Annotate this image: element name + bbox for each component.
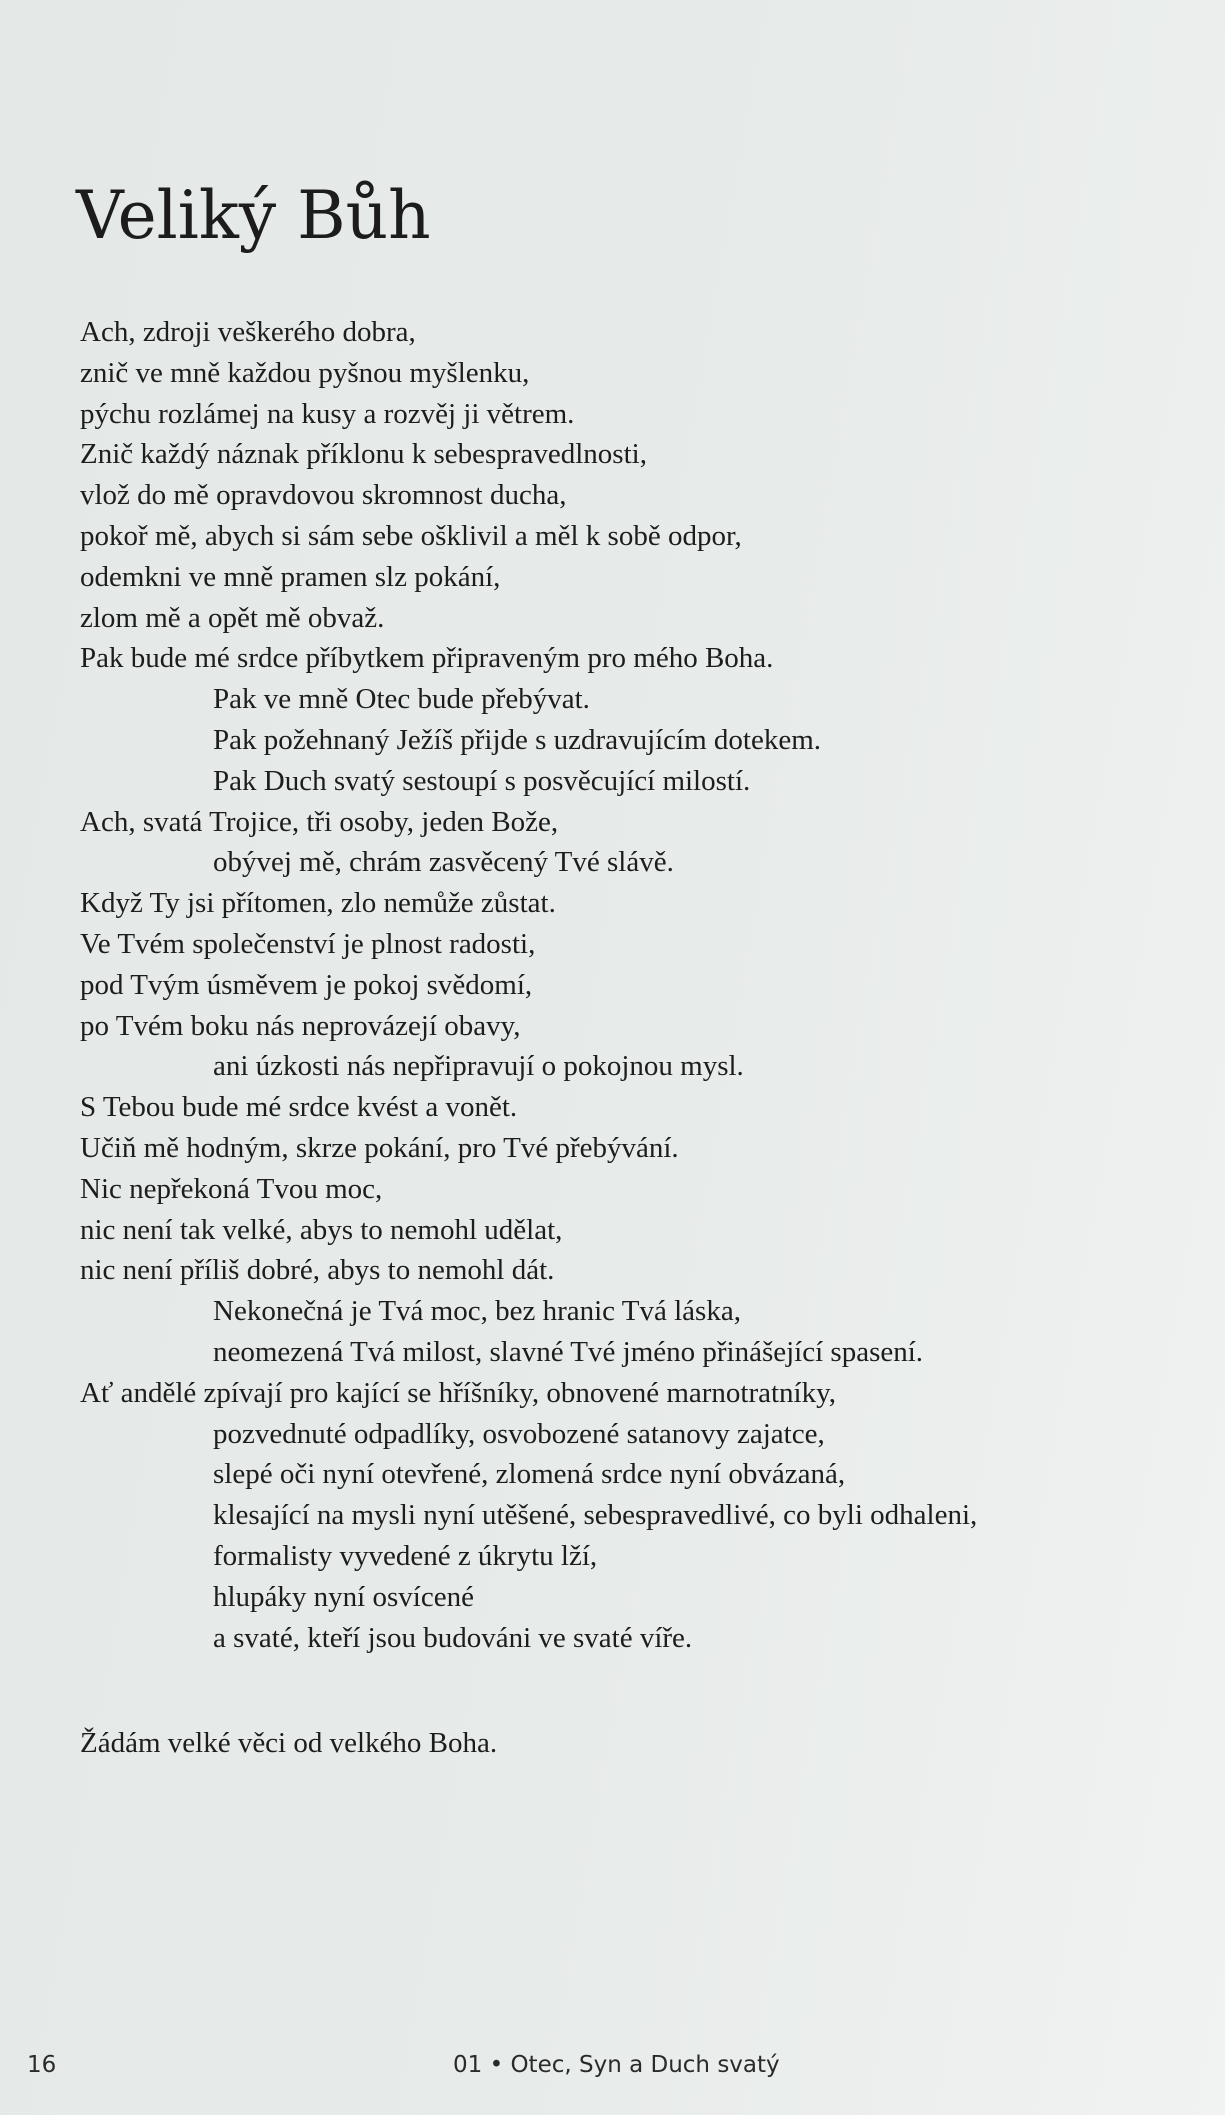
poem-line: pozvednuté odpadlíky, osvobozené satanovy zajatce, [213,1417,825,1450]
poem-line: Ach, zdroji veškerého dobra, [80,316,416,348]
poem-line: Nekonečná je Tvá moc, bez hranic Tvá láska, [213,1295,741,1328]
poem-line: formalisty vyvedené z úkrytu lží, [213,1539,598,1572]
poem-line: a svaté, kteří jsou budováni ve svaté víře. [213,1621,693,1654]
poem-line: klesající na mysli nyní utěšené, sebespravedlivé, co byli odhaleni, [213,1499,978,1532]
poem-line: Znič každý náznak příklonu k sebespravedlnosti, [80,438,647,471]
poem-line: ani úzkosti nás nepřipravují o pokojnou mysl. [213,1050,744,1083]
poem-line: Učiň mě hodným, skrze pokání, pro Tvé přebývání. [80,1131,679,1164]
poem-body [80,312,1200,1658]
poem-line: Ať andělé zpívají pro kající se hříšníky, obnovené marnotratníky, [80,1376,836,1409]
poem-closing-line: Žádám velké věci od velkého Boha. [80,1727,498,1759]
running-footer: 01 • Otec, Syn a Duch svatý [453,2052,780,2078]
poem-line: pokoř mě, abych si sám sebe ošklivil a měl k sobě odpor, [80,519,742,552]
page-title: Veliký Bůh [76,177,431,254]
poem-line: zlom mě a opět mě obvaž. [80,601,385,634]
poem-line: Pak požehnaný Ježíš přijde s uzdravujícím dotekem. [213,723,822,756]
poem-line: Pak Duch svatý sestoupí s posvěcující milostí. [213,764,751,797]
poem-line: obývej mě, chrám zasvěcený Tvé slávě. [213,846,674,879]
poem-line: pod Tvým úsměvem je pokoj svědomí, [80,968,533,1001]
poem-line: nic není příliš dobré, abys to nemohl dát. [80,1254,555,1287]
poem-line: neomezená Tvá milost, slavné Tvé jméno přinášející spasení. [213,1335,924,1368]
poem-line: Ve Tvém společenství je plnost radosti, [80,927,536,960]
poem-line: pýchu rozlámej na kusy a rozvěj ji větrem. [80,397,575,430]
poem-line: slepé oči nyní otevřené, zlomená srdce nyní obvázaná, [213,1458,846,1491]
poem-line: hlupáky nyní osvícené [213,1580,474,1613]
poem-line: Nic nepřekoná Tvou moc, [80,1172,383,1205]
poem-line: vlož do mě opravdovou skromnost ducha, [80,479,567,512]
poem-line: po Tvém boku nás neprovázejí obavy, [80,1009,521,1042]
poem-line: Ach, svatá Trojice, tři osoby, jeden Bože, [80,805,559,838]
poem-line: Když Ty jsi přítomen, zlo nemůže zůstat. [80,887,556,920]
poem-line: S Tebou bude mé srdce kvést a vonět. [80,1091,518,1124]
poem-line: Pak bude mé srdce příbytkem připraveným pro mého Boha. [80,642,774,675]
poem-line: znič ve mně každou pyšnou myšlenku, [80,356,530,389]
page-number: 16 [27,2052,57,2078]
poem-line: nic není tak velké, abys to nemohl udělat, [80,1213,563,1246]
poem-line: odemkni ve mně pramen slz pokání, [80,560,501,593]
poem-line: Pak ve mně Otec bude přebývat. [213,683,590,716]
